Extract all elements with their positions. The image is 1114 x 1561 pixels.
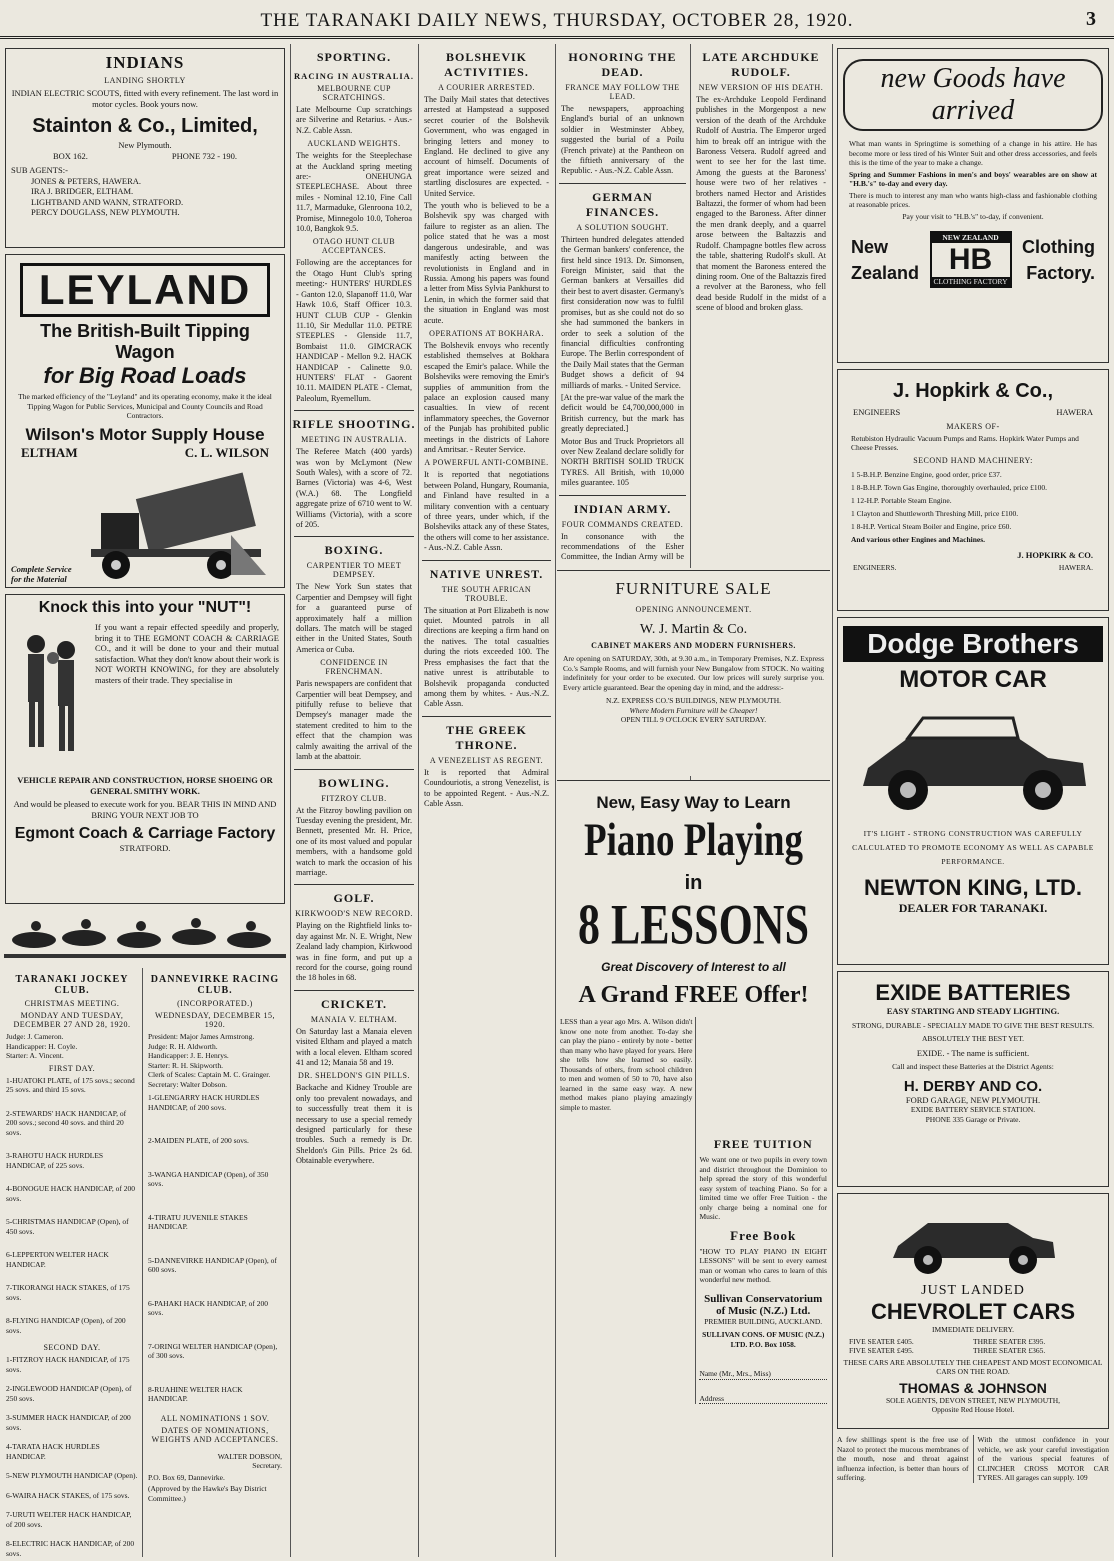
leyland-headline-2: for Big Road Loads [43, 363, 247, 388]
jockey-second-day: SECOND DAY. [43, 1343, 101, 1352]
article-subheading: FITZROY CLUB. [321, 793, 387, 803]
article-body: The ex-Archduke Leopold Ferdinand publishes in the Morgenpost a new version of the death of the Archduke Rudolf of Austria. The Emperor urged him to break off an intrigue with the Baroness Vetsera. Rudolf agreed and went to see her for the last time. Among the guests at the Baroness' house were two of her relatives - brothers named Hector and Aristides Baltazzi, the former of whom had been engaged to the Baroness. After dinner the men drank deeply, and a quarrel arose between the Baltazzis and Rudolf. Champagne bottles flew across the table, shattering Rudolf's skull. At that moment the Baroness entered the dining room. One of the Baltazzis fired a revolver at the Baroness, who fell dead beside Rudolf in the midst of a scene of blood and broken glass. [696, 95, 826, 313]
piano-school: Sullivan Conservatorium of Music (N.Z.) Ltd. [704, 1292, 823, 1317]
page-number: 3 [1086, 8, 1096, 30]
horse-race-illustration [4, 910, 286, 968]
hb-right-1: Clothing [1022, 236, 1095, 257]
hopkirk-makers: MAKERS OF- [946, 421, 1000, 431]
chevrolet-claim: THESE CARS ARE ABSOLUTELY THE CHEAPEST AND MOST ECONOMICAL CARS ON THE ROAD. [843, 1357, 1103, 1376]
article-heading: CRICKET. [320, 996, 388, 1011]
article-subheading: AUCKLAND WEIGHTS. [307, 139, 401, 149]
egmont-name: Egmont Coach & Carriage Factory [14, 825, 276, 842]
article-heading: RIFLE SHOOTING. [292, 417, 416, 432]
jockey-official: Handicapper: H. Coyle. [6, 1041, 78, 1051]
dannevirke-inc: (INCORPORATED.) [177, 999, 253, 1008]
free-tuition-text: We want one or two pupils in every town and district throughout the Dominion to help spread the story of this wonderful easy system of teaching Piano. So for a limited time we offer Free Tuition - the only charge being a nominal one for Music. [699, 1155, 827, 1221]
piano-playing-ad [557, 780, 830, 1558]
indians-agents-label: SUB AGENTS:- [11, 165, 68, 175]
leyland-dealer: Wilson's Motor Supply House [25, 424, 265, 444]
jockey-dates: MONDAY AND TUESDAY, DECEMBER 27 AND 28, 1920. [13, 1011, 131, 1029]
footer-nazol-notice: A few shillings spent is the free use of Nazol to protect the mucous membranes of the mouth, nose and throat against influenza infection, is better than hours of suffering. [837, 1435, 969, 1482]
article-heading: RACING IN AUSTRALIA. [294, 71, 414, 81]
article-subheading: OPERATIONS AT BOKHARA. [429, 328, 544, 338]
exide-ad [837, 971, 1109, 1187]
article-body: Late Melbourne Cup scratchings are Silverine and Retarius. - Aus.-N.Z. Cable Assn. [296, 105, 412, 135]
article-body: The situation at Port Elizabeth is now quiet. Mounted patrols in all directions are keeping a firm hand on the natives. The total casualties during the riots exceeded 100. The Press emphasises the fact that the native unrest is attributable to Bolshevik propaganda conducted among them by whites. - Aus.-N.Z. Cable Assn. [424, 605, 549, 709]
indians-subtitle: LANDING SHORTLY [104, 76, 186, 85]
leyland-agent: C. L. WILSON [184, 444, 269, 460]
furniture-sub: OPENING ANNOUNCEMENT. [635, 605, 752, 614]
chevrolet-addr: SOLE AGENTS, DEVON STREET, NEW PLYMOUTH, [886, 1395, 1060, 1405]
article-body: The youth who is believed to be a Bolshevik spy was charged with failure to register as an alien. The police stated that he was a most dangerous undesirable, and was manifestly acting between the revolutionists in England and in Russia. Among his papers was found a letter from Miss Sylvia Pankhurst to Lenin, in which the former said that the situation in England was most acute. [424, 201, 549, 325]
leyland-town: ELTHAM [21, 444, 78, 460]
tipping-wagon-illustration [81, 465, 271, 585]
article-subheading: NEW VERSION OF HIS DEATH. [698, 83, 824, 92]
leyland-note: Complete Service for the Material [11, 563, 72, 584]
hopkirk-town: HAWERA [1056, 407, 1093, 417]
article-body: In consonance with the recommendations of the Esher Committee, the Indian Army will be [561, 531, 684, 562]
race-entry: 1-HUATOKI PLATE, of 175 sovs.; second 25 sovs. and third 15 sovs. [6, 1075, 135, 1094]
indians-ad [5, 48, 285, 248]
column-sporting [292, 44, 416, 1557]
furniture-hours: OPEN TILL 9 O'CLOCK EVERY SATURDAY. [620, 715, 767, 724]
article-subheading: A COURIER ARRESTED. [438, 83, 535, 92]
race-entry: 6-WAIRA HACK STAKES, of 175 sovs. [6, 1490, 130, 1500]
article-heading: BOLSHEVIK ACTIVITIES. [444, 50, 529, 79]
article-subheading: MELBOURNE CUP SCRATCHINGS. [317, 84, 391, 102]
article-heading: NATIVE UNREST. [429, 566, 544, 581]
dodge-product: MOTOR CAR [899, 666, 1047, 693]
dannevirke-all-nom: ALL NOMINATIONS 1 SOV. [160, 1413, 270, 1423]
column-foreign [557, 44, 688, 564]
article-subheading: CONFIDENCE IN FRENCHMAN. [320, 658, 388, 677]
furniture-body: Are opening on SATURDAY, 30th, at 9.30 a.m., in Temporary Premises, N.Z. Express Co.'s Sample Rooms, and will furnish your New Bungalow from STOCK. No waiting indefinitely for your order to be executed. Our low prices will surely surprise you. Every article guaranteed. Bear the opening day in mind, and the address:- [563, 654, 824, 692]
article-subheading: MANAIA V. ELTHAM. [310, 1014, 398, 1024]
article-subheading: FRANCE MAY FOLLOW THE LEAD. [565, 83, 680, 101]
agent-line: IRA J. BRIDGER, ELTHAM. [31, 186, 134, 196]
article-subheading: MEETING IN AUSTRALIA. [301, 435, 407, 445]
hopkirk-sig: J. HOPKIRK & CO. [1017, 550, 1093, 560]
article-subheading: A VENEZELIST AS REGENT. [429, 755, 544, 765]
race-entry: 8-FLYING HANDICAP (Open), of 200 sovs. [6, 1316, 126, 1335]
article-heading: HONORING THE DEAD. [568, 50, 677, 79]
column-cables [420, 44, 553, 1561]
chevrolet-opp: Opposite Red House Hotel. [931, 1405, 1015, 1414]
article-subheading: FOUR COMMANDS CREATED. [561, 519, 684, 529]
race-entry: 8-RUAHINE WELTER HACK HANDICAP. [148, 1384, 243, 1403]
piano-line6: A Grand FREE Offer! [578, 982, 809, 1008]
jockey-first-day: FIRST DAY. [48, 1063, 96, 1073]
furniture-address: N.Z. EXPRESS CO.'S BUILDINGS, NEW PLYMOUTH. [605, 696, 782, 705]
article-body: Paris newspapers are confident that Carpentier will beat Dempsey, and pitifully refuse to believe that Dempsey's manager made the statement credited to him to the effect that the champion was calmly awaiting the arrival of the lamb at the abattoir. [296, 679, 412, 762]
article-subheading: OTAGO HUNT CLUB ACCEPTANCES. [312, 237, 396, 256]
dannevirke-dates-head: DATES OF NOMINATIONS, WEIGHTS AND ACCEPTANCES. [151, 1425, 279, 1444]
hopkirk-makers-text: Retubiston Hydraulic Vacuum Pumps and Rams. Hopkirk Water Pumps and Cheese Presses. [851, 433, 1079, 452]
dannevirke-sig-name: WALTER DOBSON, [217, 1451, 282, 1461]
egmont-close: And would be pleased to execute work for you. BEAR THIS IN MIND AND BRING YOUR NEXT JOB TO [13, 799, 277, 820]
race-entry: 4-BONOGUE HACK HANDICAP, of 200 sovs. [6, 1184, 135, 1203]
race-entry: 8-ELECTRIC HACK HANDICAP, of 200 sovs. [6, 1539, 135, 1557]
jockey-club-name: TARANAKI JOCKEY CLUB. [15, 974, 129, 996]
exide-brand: EXIDE BATTERIES [875, 980, 1071, 1005]
piano-line2: Piano Playing [584, 814, 803, 867]
furniture-title: FURNITURE SALE [615, 579, 772, 598]
hb-logo-text: HB [948, 242, 993, 276]
article-subheading: A POWERFUL ANTI-COMBINE. [424, 458, 549, 468]
race-entry: 4-TIRATU JUVENILE STAKES HANDICAP. [148, 1212, 248, 1231]
agent-line: JONES & PETERS, HAWERA. [31, 175, 142, 186]
article-heading: LATE ARCHDUKE RUDOLF. [702, 50, 820, 79]
free-book-text: "HOW TO PLAY PIANO IN EIGHT LESSONS" will be sent to every earnest man or woman who cares to learn of this wonderful new method. [699, 1246, 827, 1284]
article-heading: BOWLING. [318, 775, 390, 790]
coupon-name-line[interactable]: Name (Mr., Mrs., Miss) [699, 1369, 827, 1380]
race-entry: 5-DANNEVIRKE HANDICAP (Open), of 600 sovs. [148, 1255, 277, 1274]
indians-title: INDIANS [105, 53, 185, 72]
race-entry: 6-PAHAKI HACK HANDICAP, of 200 sovs. [148, 1298, 268, 1317]
article-body: Playing on the Rightfield links to-day against Mr. N. E. Wright, New Zealand lady champion, Kirkwood was in fine form, and put up a record for the course, going round the 18 holes in 68. [296, 921, 412, 983]
race-entry: 7-ORINGI WELTER HANDICAP (Open), of 300 sovs. [148, 1341, 278, 1360]
machinery-item: 1 8-H.P. Vertical Steam Boiler and Engine, price £60. [851, 521, 1012, 531]
boxers-illustration [11, 622, 91, 772]
hb-body: What man wants in Springtime is something of a change in his attire. He has become more or less tired of his Winter Suit and other dress accessories, and feels this is the time of the year to make a change. [849, 139, 1097, 167]
hb-badge: NEW ZEALAND [932, 233, 1010, 243]
footer-tyre-notice: With the utmost confidence in your vehicle, we ask your careful investigation of the various special features of CLINCHER CROSS MOTOR CAR TYRES. All garages can supply. 109 [973, 1435, 1110, 1483]
article-subheading: DR. SHELDON'S GIN PILLS. [298, 1071, 410, 1081]
furniture-trade: CABINET MAKERS AND MODERN FURNISHERS. [591, 641, 796, 650]
indians-phone: PHONE 732 - 190. [171, 150, 238, 161]
article-body: At the Fitzroy bowling pavilion on Tuesday evening the president, Mr. Bennett, presented Mr. H. Price, one of its most valued and popular members, with a handsome gold watch to mark the occasion of his marriage. [296, 805, 412, 877]
article-body: The newspapers, approaching England's burial of an unknown soldier in Westminster Abbey, suggested the burial of a Poilu (French private) at the Pantheon on the fiftieth anniversary of the Republic. - Aus.-N.Z. Cable Assn. [561, 104, 684, 176]
tyre-notice: Motor Bus and Truck Proprietors all over New Zealand declare solidly for NORTH BRITISH SOLID TRUCK TYRES. All British, with 10,000 miles guarantee. 105 [561, 436, 684, 488]
dannevirke-official: Handicapper: J. E. Henrys. [148, 1051, 229, 1060]
egmont-coach-ad [5, 594, 285, 904]
dodge-tag: IT'S LIGHT - STRONG CONSTRUCTION WAS CAREFULLY CALCULATED TO PROMOTE ECONOMY AS WELL AS CAPABLE PERFORMANCE. [852, 829, 1094, 866]
leyland-blurb: The marked efficiency of the "Leyland" and its operating economy, make it the ideal Tipping Wagon for Public Services, Municipal and County Councils and Road Contractors. [18, 392, 272, 420]
race-entry: 7-TIKORANGI HACK STAKES, of 175 sovs. [6, 1283, 130, 1302]
hb-left-1: New [851, 236, 889, 257]
dannevirke-date: WEDNESDAY, DECEMBER 15, 1920. [155, 1011, 275, 1029]
hopkirk-second: SECOND HAND MACHINERY: [913, 455, 1033, 465]
article-heading: GERMAN FINANCES. [585, 189, 660, 219]
leyland-logo: LEYLAND [20, 263, 270, 317]
leyland-ad [5, 254, 285, 588]
jockey-official: Judge: J. Cameron. [6, 1032, 64, 1041]
exide-phone: PHONE 335 Garage or Private. [925, 1114, 1021, 1124]
hb-visit: Pay your visit to "H.B.'s" to-day, if convenient. [902, 211, 1044, 221]
column-left-ads [2, 44, 288, 1557]
chevrolet-price: FIVE SEATER £495. [849, 1346, 914, 1355]
furniture-tagline: Where Modern Furniture will be Cheaper! [629, 705, 758, 715]
piano-body: LESS than a year ago Mrs. A. Wilson didn't know one note from another. To-day she can play the piano - entirely by note - better than many who have played for years. Here she tells how she learned so easily. Thousands of others, from school children to men and women of 50 to 70, have also learned in the same easy way. A new method makes piano playing amazingly simple to master. [560, 1017, 693, 1112]
dannevirke-club-name: DANNEVIRKE RACING CLUB. [150, 974, 280, 996]
hopkirk-more: And various other Engines and Machines. [851, 534, 986, 544]
dannevirke-racing-club-ad [144, 968, 286, 1557]
article-subheading: THE SOUTH AFRICAN TROUBLE. [441, 584, 532, 603]
dodge-brand: Dodge Brothers [843, 626, 1103, 662]
hb-badge-2: CLOTHING FACTORY [933, 276, 1008, 286]
egmont-town: STRATFORD. [119, 843, 171, 853]
column-rule [290, 44, 291, 1557]
race-entry: 7-URUTI WELTER HACK HANDICAP, of 200 sovs. [6, 1510, 132, 1529]
exide-dealer: H. DERBY AND CO. [903, 1077, 1043, 1095]
indians-body: INDIAN ELECTRIC SCOUTS, fitted with every refinement. The last word in motor cycles. Book yours now. [11, 88, 279, 109]
race-entry: 2-STEWARDS' HACK HANDICAP, of 200 sovs.; second 40 sovs. and third 20 sovs. [6, 1108, 127, 1137]
chevrolet-price: FIVE SEATER £405. [849, 1336, 914, 1346]
piano-line4: 8 LESSONS [577, 892, 810, 957]
column-rule [555, 44, 556, 1557]
article-heading: THE GREEK THRONE. [446, 722, 527, 752]
dannevirke-official: Starter: R. H. Skipworth. [148, 1060, 223, 1070]
article-body: The New York Sun states that Carpentier and Dempsey will fight for a guaranteed purse of approximately half a million dollars. The match will be staged either in the United States, South America or Cuba. [296, 582, 412, 654]
touring-car-illustration [848, 698, 1098, 818]
machinery-item: 1 Clayton and Shuttleworth Threshing Mill, price £100. [851, 508, 1019, 518]
hb-logo [930, 231, 1012, 288]
race-entry: 1-FITZROY HACK HANDICAP, of 175 sovs. [6, 1355, 130, 1374]
piano-coupon-head: SULLIVAN CONS. OF MUSIC (N.Z.) LTD. P.O. Box 1058. [702, 1330, 825, 1349]
hopkirk-role: ENGINEERS [853, 407, 901, 417]
indians-town: New Plymouth. [118, 140, 172, 150]
article-body: It is reported that Admiral Coundouriotis, a strong Venezelist, is to be appointed Regent. - Aus.-N.Z. Cable Assn. [424, 767, 549, 808]
article-body: The weights for the Steeplechase at the Auckland spring meeting are:- ONEHUNGA STEEPLECHASE. About three miles - Nominal 12.10, Fine Call 11.7, Marmaduke, Glenroona 10.2, Promise, Minnegolo 10.0, Toheroa 10.0, Bangkok 9.5. [296, 151, 412, 234]
exide-tag-3: ABSOLUTELY THE BEST YET. [921, 1034, 1025, 1043]
article-subheading: A SOLUTION SOUGHT. [576, 222, 669, 232]
machinery-item: 1 5-B.H.P. Benzine Engine, good order, price £37. [851, 469, 1002, 479]
sporting-heading: SPORTING. [316, 50, 392, 64]
dannevirke-address: P.O. Box 69, Dannevirke. [148, 1472, 225, 1482]
furniture-sale-ad [557, 568, 830, 776]
chevrolet-line1: JUST LANDED [921, 1283, 1025, 1298]
race-entry: 3-WANGA HANDICAP (Open), of 350 sovs. [148, 1169, 269, 1188]
hopkirk-town-2: HAWERA. [1058, 562, 1093, 572]
piano-line3: in [684, 872, 703, 894]
hopkirk-role-2: ENGINEERS. [853, 562, 897, 572]
race-entry: 5-NEW PLYMOUTH HANDICAP (Open). [6, 1471, 138, 1480]
race-entry: 5-CHRISTMAS HANDICAP (Open), of 450 sovs. [6, 1217, 129, 1236]
free-tuition-heading: FREE TUITION [713, 1137, 813, 1151]
dodge-dealer: NEWTON KING, LTD. [864, 875, 1082, 900]
hb-headline: new Goods have arrived [843, 59, 1103, 131]
hb-more: There is much to interest any man who wants high-class and fashionable clothing at reasonable prices. [849, 190, 1097, 209]
article-body: [At the pre-war value of the mark the deficit would be £4,700,000,000 in British currency, but the mark has greatly depreciated.] [561, 392, 684, 434]
chevrolet-line3: IMMEDIATE DELIVERY. [932, 1325, 1014, 1334]
column-archduke [692, 44, 830, 564]
race-entry: 1-GLENGARRY HACK HURDLES HANDICAP, of 200 sovs. [148, 1093, 260, 1112]
piano-school-addr: PREMIER BUILDING, AUCKLAND. [704, 1316, 823, 1326]
hb-right-2: Factory. [1026, 262, 1095, 283]
race-entry: 2-INGLEWOOD HANDICAP (Open), of 250 sovs. [6, 1384, 132, 1403]
article-body: On Saturday last a Manaia eleven visited Eltham and played a match with a local eleven. Eltham scored 41 and 12; Manaia 58 and 19. [296, 1026, 412, 1067]
article-heading: GOLF. [333, 891, 375, 906]
chevrolet-line2: CHEVROLET CARS [870, 1299, 1076, 1324]
leyland-headline: The British-Built Tipping Wagon [40, 321, 250, 362]
column-right-ads [834, 44, 1112, 1557]
agent-line: PERCY DOUGLASS, NEW PLYMOUTH. [31, 207, 180, 217]
egmont-specialty: VEHICLE REPAIR AND CONSTRUCTION, HORSE SHOEING OR GENERAL SMITHY WORK. [17, 775, 273, 796]
race-entry: 3-SUMMER HACK HANDICAP, of 200 sovs. [6, 1413, 131, 1432]
machinery-item: 1 12-H.P. Portable Steam Engine. [851, 495, 952, 505]
hb-left-2: Zealand [851, 262, 920, 283]
article-body: Thirteen hundred delegates attended the German bankers' conference, the first held since 1913. Dr. Simonsen, Foreign Minister, said that the German bankers at Versailles did their best to avert disaster. Germany's first consideration now was to fulfil promises, but as she could not do so she had summoned the bankers in order to seek a solution of the financial difficulties confronting Europe. The Berlin correspondent of the Daily Mail states that the German Budget shows a deficit of 94 milliards of marks. - United Service. [561, 234, 684, 390]
free-book-heading: Free Book [730, 1227, 797, 1243]
article-body: The Bolshevik envoys who recently established themselves at Bokhara escaped the Emir's palace. While the Bolsheviks were removing the Emir's supplies of ammunition from the palace an explosion caused many casualties. In view of recent inflammatory speeches, the Governor of the Punjab has prohibited public meetings in the districts of Lahore and Amritsar. - Reuter Service. [424, 340, 549, 454]
article-heading: BOXING. [324, 543, 384, 558]
chevrolet-price: THREE SEATER £365. [973, 1346, 1046, 1355]
furniture-firm: W. J. Martin & Co. [639, 622, 748, 637]
column-rule [832, 44, 833, 1557]
article-body: The Daily Mail states that detectives arrested at Hampstead a supposed secret courier of the Bolshevik Government, who was engaged in bringing letters and money to England. He declined to give any account of himself. Documents of great importance were seized and startling disclosures are expected. - United Service. [424, 95, 549, 198]
egmont-headline: Knock this into your "NUT"! [38, 599, 252, 616]
agent-line: LIGHTBAND AND WANN, STRATFORD. [31, 196, 184, 207]
article-heading: INDIAN ARMY. [573, 501, 672, 516]
article-body: Following are the acceptances for the Otago Hunt Club's spring meeting:- HUNTERS' HURDLES - Ganton 12.0, Slapanoff 11.0, War Hawk 10.6, Staff Officer 10.3. HUNT CLUB CUP - Glenkin 11.10, Sir Medullar 11.0. PETRE STEEPLES - Glenside 11.7, Bombaist 11.0. GIMCRACK HANDICAP - Mellon 9.2. HACK HANDICAP - Calinette 9.0. HUNTERS' FLAT - Gaorent 10.11. MAIDEN PLATE - Clemat, Paleolum, Ryemellum. [296, 258, 412, 403]
dodge-region: DEALER FOR TARANAKI. [898, 901, 1048, 915]
race-meetings [2, 968, 288, 1557]
exide-tag-4: EXIDE. - The name is sufficient. [916, 1047, 1030, 1058]
hopkirk-ad [837, 369, 1109, 611]
dannevirke-official: Secretary: Walter Dobson. [148, 1079, 228, 1089]
masthead [0, 4, 1114, 39]
piano-line5: Great Discovery of Interest to all [601, 960, 786, 974]
hopkirk-name: J. Hopkirk & Co., [892, 380, 1054, 402]
machinery-item: 1 8-B.H.P. Town Gas Engine, thoroughly overhauled, price £100. [851, 482, 1047, 492]
dodge-brothers-ad [837, 617, 1109, 965]
race-entry: 6-LEPPERTON WELTER HACK HANDICAP. [6, 1250, 109, 1269]
piano-line1: New, Easy Way to Learn [596, 793, 791, 812]
exide-tag-1: EASY STARTING AND STEADY LIGHTING. [886, 1006, 1060, 1016]
exide-tag-5: Call and inspect these Batteries at the District Agents: [892, 1062, 1054, 1071]
exide-garage: FORD GARAGE, NEW PLYMOUTH. [905, 1094, 1041, 1105]
chevrolet-dealer: THOMAS & JOHNSON [899, 1379, 1047, 1396]
article-subheading: CARPENTIER TO MEET DEMPSEY. [306, 561, 402, 580]
article-body: Backache and Kidney Trouble are only too prevalent nowadays, and to successfully treat them it is necessary to use a special remedy designed particularly for these troubles. Such a remedy is Dr. Sheldon's Gin Pills. Price 2s 6d. Obtainable everywhere. [296, 1083, 412, 1166]
indians-company: Stainton & Co., Limited, [32, 115, 258, 137]
chevrolet-price: THREE SEATER £395. [973, 1336, 1046, 1346]
dannevirke-official: Clerk of Scales: Captain M. C. Grainger. [148, 1070, 271, 1079]
dannevirke-sig-role: Secretary. [252, 1461, 282, 1470]
jockey-meeting: CHRISTMAS MEETING. [24, 999, 120, 1008]
taranaki-jockey-club-ad [2, 968, 143, 1557]
chevrolet-ad [837, 1193, 1109, 1429]
indians-box: BOX 162. [52, 150, 88, 161]
dannevirke-official: President: Major James Armstrong. [148, 1032, 255, 1041]
dannevirke-approved: (Approved by the Hawke's Bay District Committee.) [148, 1484, 267, 1503]
race-entry: 3-RAHOTU HACK HURDLES HANDICAP, of 225 sovs. [6, 1151, 104, 1170]
chevrolet-car-illustration [883, 1198, 1063, 1278]
article-body: The Referee Match (400 yards) was won by McLymont (New South Wales), with a score of 72. Barnes (Victoria) was 4-6, West (W.A.) 68. The Longfield aggregate prize of 6710 went to W. Williams (Victoria), with a score of 205. [296, 447, 412, 529]
egmont-body: If you want a repair effected speedily and properly, bring it to THE EGMONT COACH & CARRIAGE CO., and it will be done to your and their mutual satisfaction. What they don't know about their work is NOT WORTH KNOWING, for they are absolutely masters of their trade. They specialise in [95, 622, 279, 685]
coupon-address-line[interactable]: Address [699, 1394, 827, 1405]
hb-clothing-ad [837, 48, 1109, 363]
column-rule [418, 44, 419, 1557]
article-subheading: KIRKWOOD'S NEW RECORD. [295, 909, 413, 919]
race-entry: 4-TARATA HACK HURDLES HANDICAP. [6, 1442, 100, 1461]
exide-station: EXIDE BATTERY SERVICE STATION. [910, 1105, 1036, 1114]
dannevirke-official: Judge: R. H. Aldworth. [148, 1041, 218, 1051]
masthead-title: THE TARANAKI DAILY NEWS, THURSDAY, OCTOBER 28, 1920. [260, 10, 854, 31]
jockey-official: Starter: A. Vincent. [6, 1051, 64, 1060]
exide-tag-2: STRONG, DURABLE - SPECIALLY MADE TO GIVE THE BEST RESULTS. [851, 1020, 1095, 1030]
hb-good: Spring and Summer Fashions in men's and boys' wearables are on show at "H.B.'s" to-day and every day. [849, 169, 1097, 188]
article-body: It is reported that negotiations between Poland, Hungary, Roumania, and Finland have resulted in a military convention with a centuary of three years, under which, if the Bolsheviks attack any of these States, the others will come to her assistance. - Aus.-N.Z. Cable Assn. [424, 470, 549, 553]
race-entry: 2-MAIDEN PLATE, of 200 sovs. [148, 1136, 249, 1145]
